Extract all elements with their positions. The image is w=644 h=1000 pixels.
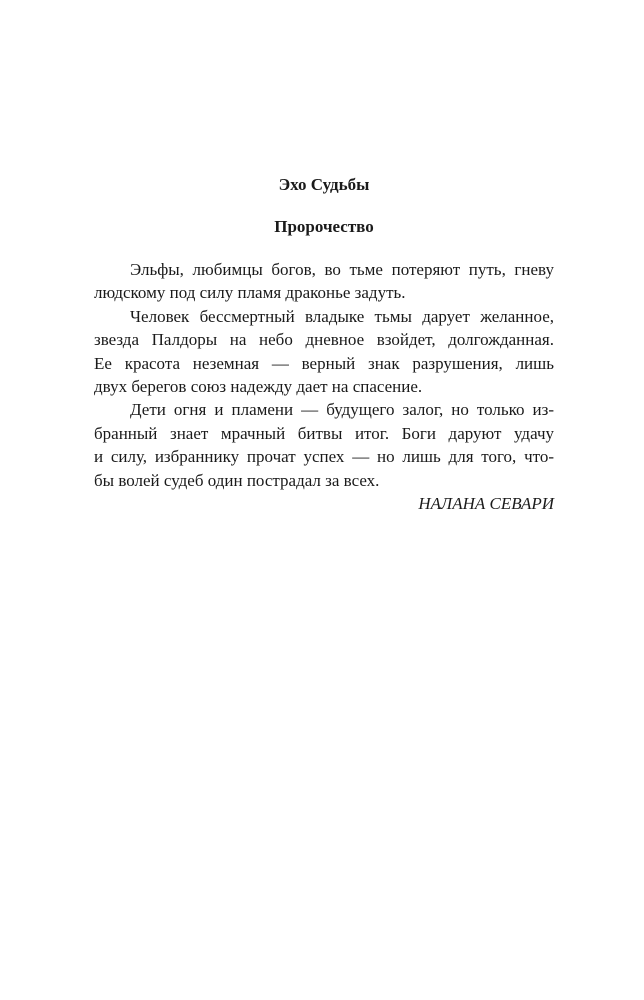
- text-line: Эльфы, любимцы богов, во тьме потеряют путь, гневу: [130, 260, 554, 279]
- text-line: бранный знает мрачный битвы итог. Боги даруют удачу: [94, 423, 554, 443]
- text-line: звезда Палдоры на небо дневное взойдет, долгожданная.: [94, 330, 554, 350]
- text-line: бы волей судеб один пострадал за всех.: [94, 470, 380, 490]
- prophecy-text: [94, 258, 554, 515]
- text-line: Человек бессмертный владыке тьмы дарует желанное,: [130, 306, 554, 326]
- book-title: Эхо Судьбы: [278, 175, 370, 194]
- paragraph: [94, 398, 554, 492]
- text-line: и силу, избраннику прочат успех — но лишь для того, что-: [94, 447, 554, 467]
- paragraph: [94, 258, 554, 305]
- signature: НАЛАНА СЕВАРИ: [418, 494, 554, 514]
- text-line: Дети огня и пламени — будущего залог, но только из-: [130, 400, 554, 420]
- text-line: Ее красота неземная — верный знак разрушения, лишь: [94, 353, 554, 373]
- text-line: двух берегов союз надежду дает на спасение.: [94, 377, 423, 397]
- section-title: Пророчество: [274, 217, 374, 236]
- text-line: людскому под силу пламя драконье задуть.: [94, 283, 406, 303]
- paragraph: [94, 305, 554, 399]
